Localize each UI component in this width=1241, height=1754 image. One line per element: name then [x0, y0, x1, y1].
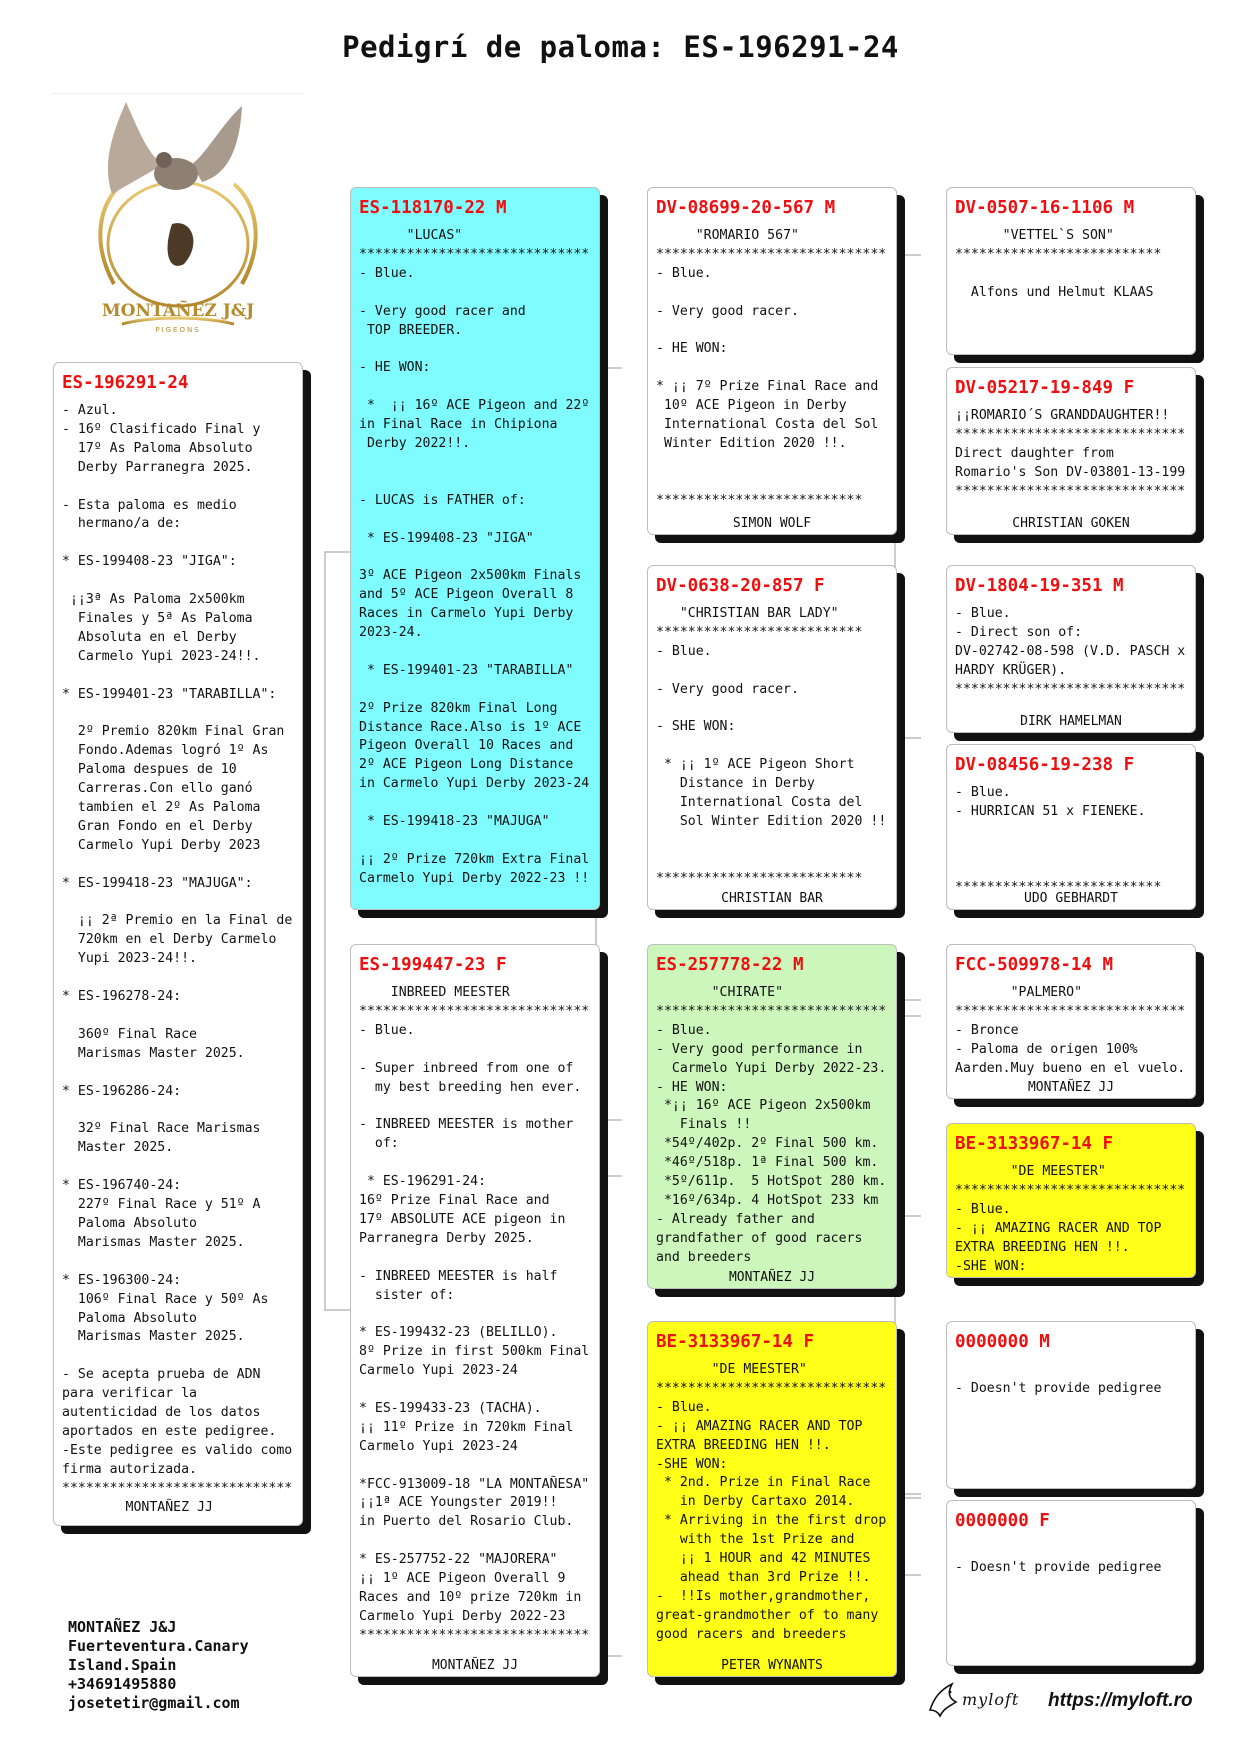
pigeon-card-maternal-grandfather	[647, 944, 897, 1289]
pigeon-card-ggf-1	[946, 187, 1196, 355]
breeder-signature: PETER WYNANTS	[721, 1658, 823, 1673]
ring-number: 0000000 M	[955, 1332, 1050, 1352]
pigeon-card-ggf-3	[946, 944, 1196, 1099]
brand-name: myloft	[962, 1690, 1020, 1709]
pigeon-card-mother	[350, 944, 600, 1677]
pigeon-card-ggm-4	[946, 1500, 1196, 1666]
pigeon-details: INBREED MEESTER ***************************** - Blue. - Super inbreed from one of my best breeding hen ever. - INBREED MEESTER is mother of: * ES-196291-24: 16º Prize Final Race and 17º ABSOLUTE ACE pigeon in Parranegra Derby 2025. - INBREED MEESTER is half sister of: * ES-199432-23 (BELILLO). 8º Prize in first 500km Final Carmelo Yupi 2023-24 * ES-199433-23 (TACHA). ¡¡ 11º Prize in 720km Final Carmelo Yupi 2023-24 *FCC-913009-18 "LA MONTAÑESA" ¡¡1ª ACE Youngster 2019!! in Puerto del Rosario Club. * ES-257752-22 "MAJORERA" ¡¡ 1º ACE Pigeon Overall 9 Races and 10º prize 720km in Carmelo Yupi Derby 2022-23 *****************************	[359, 985, 590, 1643]
pigeon-details: - Doesn't provide pedigree	[955, 1559, 1162, 1575]
pigeon-card-subject	[53, 362, 303, 1526]
pigeon-card-ggf-4	[946, 1321, 1196, 1489]
pigeon-details: - Blue. - Direct son of: DV-02742-08-598 (V.D. PASCH x HARDY KRÜGER). *****************************	[955, 606, 1186, 697]
pigeon-details: "CHRISTIAN BAR LADY" ************************** - Blue. - Very good racer. - SHE WON: * ¡¡ 1º ACE Pigeon Short Distance in Derby International Costa del Sol Winter Edition 2020 !! **************************	[656, 606, 887, 886]
pigeon-details: - Azul. - 16º Clasificado Final y 17º As Paloma Absoluto Derby Parranegra 2025. - Esta paloma es medio hermano/a de: * ES-199408-23 "JIGA": ¡¡3ª As Paloma 2x500km Finales y 5ª As Paloma Absoluta en el Derby Carmelo Yupi 2023-24!!. * ES-199401-23 "TARABILLA": 2º Premio 820km Final Gran Fondo.Ademas logró 1º As Paloma despues de 10 Carreras.Con ello ganó tambien el 2º As Paloma Gran Fondo en el Derby Carmelo Yupi Derby 2023 * ES-199418-23 "MAJUGA": ¡¡ 2ª Premio en la Final de 720km en el Derby Carmelo Yupi 2023-24!!. * ES-196278-24: 360º Final Race Marismas Master 2025. * ES-196286-24: 32º Final Race Marismas Master 2025. * ES-196740-24: 227º Final Race y 51º A Paloma Absoluto Marismas Master 2025. * ES-196300-24: 106º Final Race y 50º As Paloma Absoluto Marismas Master 2025. - Se acepta prueba de ADN para verificar la autenticidad de los datos aportados en este pedigree. -Este pedigree es valido como firma autorizada. ***************************** MONTAÑEZ JJ	[62, 403, 293, 1515]
ring-number: DV-08699-20-567 M	[656, 198, 836, 218]
pigeon-details: "ROMARIO 567" ***************************** - Blue. - Very good racer. - HE WON: * ¡¡ 7º Prize Final Race and 10º ACE Pigeon in Derby International Costa del Sol Winter Edition 2020 !!. **************************	[656, 228, 887, 508]
pigeon-details: "PALMERO" ***************************** - Bronce - Paloma de origen 100% Aarden.Muy bueno en el vuelo.	[955, 985, 1186, 1076]
ring-number: BE-3133967-14 F	[656, 1332, 815, 1352]
ring-number: BE-3133967-14 F	[955, 1134, 1114, 1154]
pigeon-card-ggm-1	[946, 367, 1196, 535]
breeder-signature: DIRK HAMELMAN	[1020, 714, 1122, 729]
pigeon-details: "CHIRATE" ***************************** - Blue. - Very good performance in Carmelo Yupi Derby 2022-23. - HE WON: *¡¡ 16º ACE Pigeon 2x500km Finals !! *54º/402p. 2º Final 500 km. *46º/518p. 1ª Final 500 km. *5º/611p. 5 HotSpot 280 km. *16º/634p. 4 HotSpot 233 km - Already father and grandfather of good racers and breeders	[656, 985, 887, 1265]
ring-number: DV-0507-16-1106 M	[955, 198, 1135, 218]
breeder-signature: MONTAÑEZ JJ	[431, 1658, 519, 1673]
ring-number: DV-08456-19-238 F	[955, 755, 1135, 775]
pigeon-card-ggm-2	[946, 744, 1196, 910]
ring-number: DV-05217-19-849 F	[955, 378, 1135, 398]
logo-name: MONTAÑEZ J&J	[101, 301, 255, 321]
pigeon-card-father	[350, 187, 600, 910]
logo-sub: PIGEONS	[155, 326, 201, 334]
breeder-signature: MONTAÑEZ JJ	[728, 1270, 816, 1285]
pigeon-details: "DE MEESTER" ***************************** - Blue. - ¡¡ AMAZING RACER AND TOP EXTRA BREEDING HEN !!. -SHE WON:	[955, 1164, 1186, 1274]
ring-number: ES-196291-24	[62, 373, 189, 393]
brand-url[interactable]: https://myloft.ro	[1048, 1690, 1193, 1711]
ring-number: ES-199447-23 F	[359, 955, 507, 975]
breeder-contact: MONTAÑEZ J&J Fuerteventura.Canary Island.Spain +34691495880 josetetir@gmail.com	[68, 1618, 249, 1712]
ring-number: 0000000 F	[955, 1511, 1050, 1531]
ring-number: FCC-509978-14 M	[955, 955, 1114, 975]
ring-number: DV-1804-19-351 M	[955, 576, 1124, 596]
breeder-signature: CHRISTIAN GOKEN	[1012, 516, 1130, 531]
pigeon-card-paternal-grandmother	[647, 565, 897, 910]
pigeon-card-paternal-grandfather	[647, 187, 897, 535]
ring-number: ES-257778-22 M	[656, 955, 804, 975]
breeder-signature: UDO GEBHARDT	[1024, 891, 1118, 906]
pigeon-details: "DE MEESTER" ***************************** - Blue. - ¡¡ AMAZING RACER AND TOP EXTRA BREEDING HEN !!. -SHE WON: * 2nd. Prize in Final Race in Derby Cartaxo 2014. * Arriving in the first drop with the 1st Prize and ¡¡ 1 HOUR and 42 MINUTES ahead than 3rd Prize !!. - !!Is mother,grandmother, great-grandmother of to many good racers and breeders	[656, 1362, 887, 1642]
page-title: Pedigrí de paloma: ES-196291-24	[342, 30, 899, 64]
pigeon-details: "VETTEL`S SON" ************************** Alfons und Helmut KLAAS	[955, 228, 1162, 300]
pigeon-details: "LUCAS" ***************************** - Blue. - Very good racer and TOP BREEDER. - HE WON: * ¡¡ 16º ACE Pigeon and 22º in Final Race in Chipiona Derby 2022!!. - LUCAS is FATHER of: * ES-199408-23 "JIGA" 3º ACE Pigeon 2x500km Finals and 5º ACE Pigeon Overall 8 Races in Carmelo Yupi Derby 2023-24. * ES-199401-23 "TARABILLA" 2º Prize 820km Final Long Distance Race.Also is 1º ACE Pigeon Overall 10 Races and 2º ACE Pigeon Long Distance in Carmelo Yupi Derby 2023-24 * ES-199418-23 "MAJUGA" ¡¡ 2º Prize 720km Extra Final Carmelo Yupi Derby 2022-23 !!	[359, 228, 590, 886]
pigeon-details: - Blue. - HURRICAN 51 x FIENEKE. **************************	[955, 785, 1162, 895]
pigeon-details: ¡¡ROMARIO´S GRANDDAUGHTER!! ***************************** Direct daughter from Romario's Son DV-03801-13-199 *****************************	[955, 408, 1186, 499]
ring-number: ES-118170-22 M	[359, 198, 507, 218]
pigeon-card-ggm-3	[946, 1123, 1196, 1278]
pigeon-icon	[926, 1680, 962, 1720]
pigeon-card-maternal-grandmother	[647, 1321, 897, 1677]
ring-number: DV-0638-20-857 F	[656, 576, 825, 596]
pigeon-card-ggf-2	[946, 565, 1196, 733]
breeder-signature: SIMON WOLF	[732, 516, 812, 531]
breeder-signature: CHRISTIAN BAR	[721, 891, 823, 906]
pigeon-details: - Doesn't provide pedigree	[955, 1380, 1162, 1396]
breeder-signature: MONTAÑEZ JJ	[1027, 1080, 1115, 1095]
